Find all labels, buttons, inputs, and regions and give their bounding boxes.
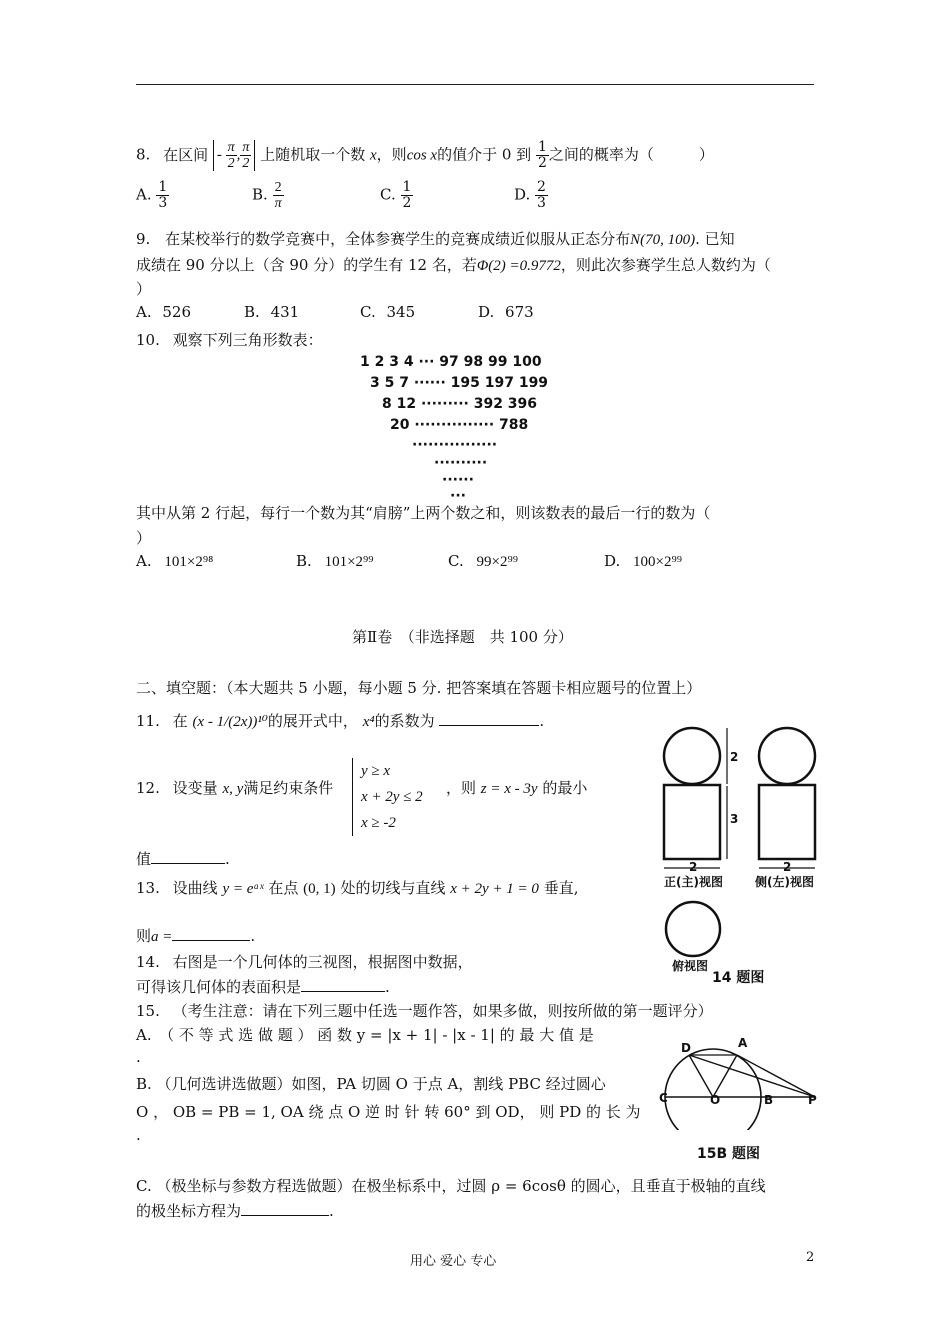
- q14-line1: 14. 右图是一个几何体的三视图，根据图中数据，: [136, 953, 473, 971]
- fig14-dim-side: 3: [730, 812, 739, 826]
- segment-oa: [713, 1055, 737, 1097]
- q13-line-eq: x + 2y + 1 = 0: [450, 881, 539, 897]
- q10-option-b: B. 101×2⁹⁹: [296, 552, 374, 570]
- q12-answer-blank[interactable]: [151, 849, 225, 864]
- q15-b-dot: .: [136, 1126, 141, 1144]
- q15-c-line2: 的极坐标方程为 .: [136, 1202, 334, 1220]
- header-rule: [136, 84, 814, 85]
- fig14-dim-base-side: 2: [783, 860, 792, 874]
- fig14-caption: 14 题图: [712, 970, 765, 986]
- q14-answer-blank[interactable]: [301, 977, 385, 992]
- q8-option-d: D. $\frac{2}{3}$: [514, 179, 546, 211]
- q8-text-c: ，则: [376, 145, 407, 164]
- q8-line: [136, 140, 714, 171]
- side-view-rect: [759, 785, 815, 859]
- q8-var-x: x: [370, 147, 377, 164]
- table-row: 3 5 7 ······ 195 197 199: [370, 375, 549, 391]
- q8-option-c: C. $\frac{1}{2}$: [380, 179, 412, 211]
- q13-line: 13. 设曲线 y = eᵃˣ 在点 (0, 1) 处的切线与直线 x + 2y + 1 = 0 垂直,: [136, 879, 579, 897]
- circle-o: [665, 1049, 761, 1130]
- q9-option-b: B. 431: [244, 303, 300, 321]
- q8-half: $\frac{1}{2}$: [537, 139, 547, 171]
- fig14-dim-top: 2: [730, 750, 739, 764]
- q11-answer-blank[interactable]: [439, 711, 539, 726]
- fig14-top-label: 俯视图: [672, 959, 709, 973]
- page-number: 2: [806, 1250, 815, 1265]
- q10-after-line2: ）: [136, 529, 152, 547]
- table-row: ················: [412, 437, 498, 453]
- q12-constraint: x ≥ -2: [361, 815, 396, 831]
- q9-option-a: A. 526: [136, 303, 192, 321]
- figure-14-three-views: [655, 722, 825, 987]
- segment-pd: [689, 1055, 815, 1097]
- q8-cosx: cos x: [406, 147, 438, 164]
- q8-text-a: 在区间: [163, 145, 209, 164]
- q11-line: 11. 在 (x - 1/(2x))¹⁰的展开式中， x⁴的系数为 .: [136, 712, 545, 730]
- table-row: 20 ··············· 788: [390, 417, 529, 433]
- front-view-circle: [664, 728, 720, 784]
- q11-x4: x⁴: [362, 714, 375, 730]
- table-row: ······: [442, 472, 474, 488]
- q8-interval: - $\frac{\pi}{2}$ , $\frac{\pi}{2}$: [213, 140, 256, 171]
- q9-line2: 成绩在 90 分以上（含 90 分）的学生有 12 名，若Φ(2) =0.9772，则此次参赛学生总人数约为（: [136, 256, 771, 274]
- tangent-pa: [737, 1055, 815, 1097]
- q10-option-a: A. 101×2⁹⁸: [136, 552, 214, 570]
- q8-option-a: A. $\frac{1}{3}$: [136, 179, 168, 211]
- page-footer: 用心 爱心 专心: [410, 1254, 497, 1269]
- fig15b-label-o: O: [710, 1093, 721, 1107]
- q9-line1: 9. 在某校举行的数学竞赛中，全体参赛学生的竞赛成绩近似服从正态分布N(70, 100). 已知: [136, 230, 735, 248]
- q9-option-d: D. 673: [478, 303, 534, 321]
- fig15b-label-a: A: [738, 1036, 748, 1050]
- q12-constraint: x + 2y ≤ 2: [361, 789, 423, 805]
- table-row: 8 12 ········· 392 396: [382, 396, 538, 412]
- q15-c-answer-blank[interactable]: [241, 1201, 329, 1216]
- q12-line-end: ，则 z = x - 3y 的最小: [446, 779, 588, 797]
- q15-heading: 15. （考生注意：请在下列三题中任选一题作答，如果多做，则按所做的第一题评分）: [136, 1002, 713, 1020]
- q12-target: z = x - 3y: [480, 781, 538, 797]
- q12-constraint-system: [352, 758, 423, 836]
- q9-phi: Φ(2) =0.9772: [476, 258, 561, 274]
- fill-heading: 二、填空题：（本大题共 5 小题，每小题 5 分. 把答案填在答题卡相应题号的位置上）: [136, 679, 702, 697]
- q15-b-line2: O ， OB = PB = 1, OA 绕 点 O 逆 时 针 转 60° 到 OD， 则 PD 的 长 为: [136, 1103, 641, 1121]
- top-view-circle: [666, 902, 720, 956]
- q12-line2: 值 .: [136, 850, 230, 868]
- table-row: ···: [450, 488, 466, 504]
- q9-distribution: N(70, 100): [630, 232, 696, 248]
- q10-after-line1: 其中从第 2 行起，每行一个数为其“肩膀”上两个数之和，则该数表的最后一行的数为（: [136, 504, 711, 522]
- q8-text-e: 之间的概率为（ ）: [548, 145, 714, 164]
- fig14-side-label: 侧(左)视图: [755, 875, 814, 889]
- q15-c-line1: C. （极坐标与参数方程选做题）在极坐标系中，过圆 ρ = 6cosθ 的圆心，且垂直于极轴的直线: [136, 1177, 766, 1195]
- q13-answer-blank[interactable]: [172, 926, 250, 941]
- q11-expression: (x - 1/(2x))¹⁰: [192, 714, 268, 730]
- section-title: 第Ⅱ卷 （非选择题 共 100 分）: [352, 628, 573, 646]
- table-row: 1 2 3 4 ··· 97 98 99 100: [360, 354, 542, 370]
- fig15b-label-b: B: [764, 1093, 774, 1107]
- fig15b-label-p: P: [808, 1093, 817, 1107]
- q8-neg-pi-half: $\frac{\pi}{2}$: [227, 140, 235, 171]
- front-view-rect: [664, 785, 720, 859]
- q12-line: 12. 设变量 x, y满足约束条件: [136, 779, 334, 797]
- q12-constraint: y ≥ x: [361, 763, 391, 779]
- q8-number: 8.: [136, 145, 151, 164]
- q15-b-line1: B. （几何选讲选做题）如图，PA 切圆 O 于点 A，割线 PBC 经过圆心: [136, 1075, 606, 1093]
- side-view-circle: [759, 728, 815, 784]
- q13-point: (0, 1): [303, 881, 336, 897]
- q10-line: 10. 观察下列三角形数表：: [136, 331, 323, 349]
- q14-line2: 可得该几何体的表面积是 .: [136, 978, 390, 996]
- q8-option-b: B. $\frac{2}{\pi}$: [252, 180, 282, 211]
- q12-vars: x, y: [222, 781, 244, 797]
- table-row: ··········: [434, 455, 488, 471]
- fig15b-label-d: D: [681, 1041, 691, 1055]
- q9-line3: ）: [136, 280, 152, 298]
- q13-line2: 则a = .: [136, 927, 256, 945]
- fig14-front-label: 正(主)视图: [664, 875, 723, 889]
- q15-a-line: A. （ 不 等 式 选 做 题 ） 函 数 y = |x + 1| - |x - 1| 的 最 大 值 是: [136, 1026, 594, 1044]
- q10-option-c: C. 99×2⁹⁹: [448, 552, 518, 570]
- q8-text-b: 上随机取一个数: [260, 145, 366, 164]
- q8-pi-half: $\frac{\pi}{2}$: [242, 140, 250, 171]
- fig15b-caption: 15B 题图: [697, 1146, 761, 1162]
- fig14-dim-base-front: 2: [689, 860, 698, 874]
- q13-curve: y = eᵃˣ: [222, 881, 264, 897]
- q15-a-dot: .: [136, 1048, 141, 1066]
- triangle-number-table: [340, 354, 610, 504]
- q9-option-c: C. 345: [360, 303, 416, 321]
- q10-option-d: D. 100×2⁹⁹: [604, 552, 682, 570]
- q8-text-d: 的值介于 0 到: [437, 145, 532, 164]
- fig15b-label-c: C: [659, 1091, 668, 1105]
